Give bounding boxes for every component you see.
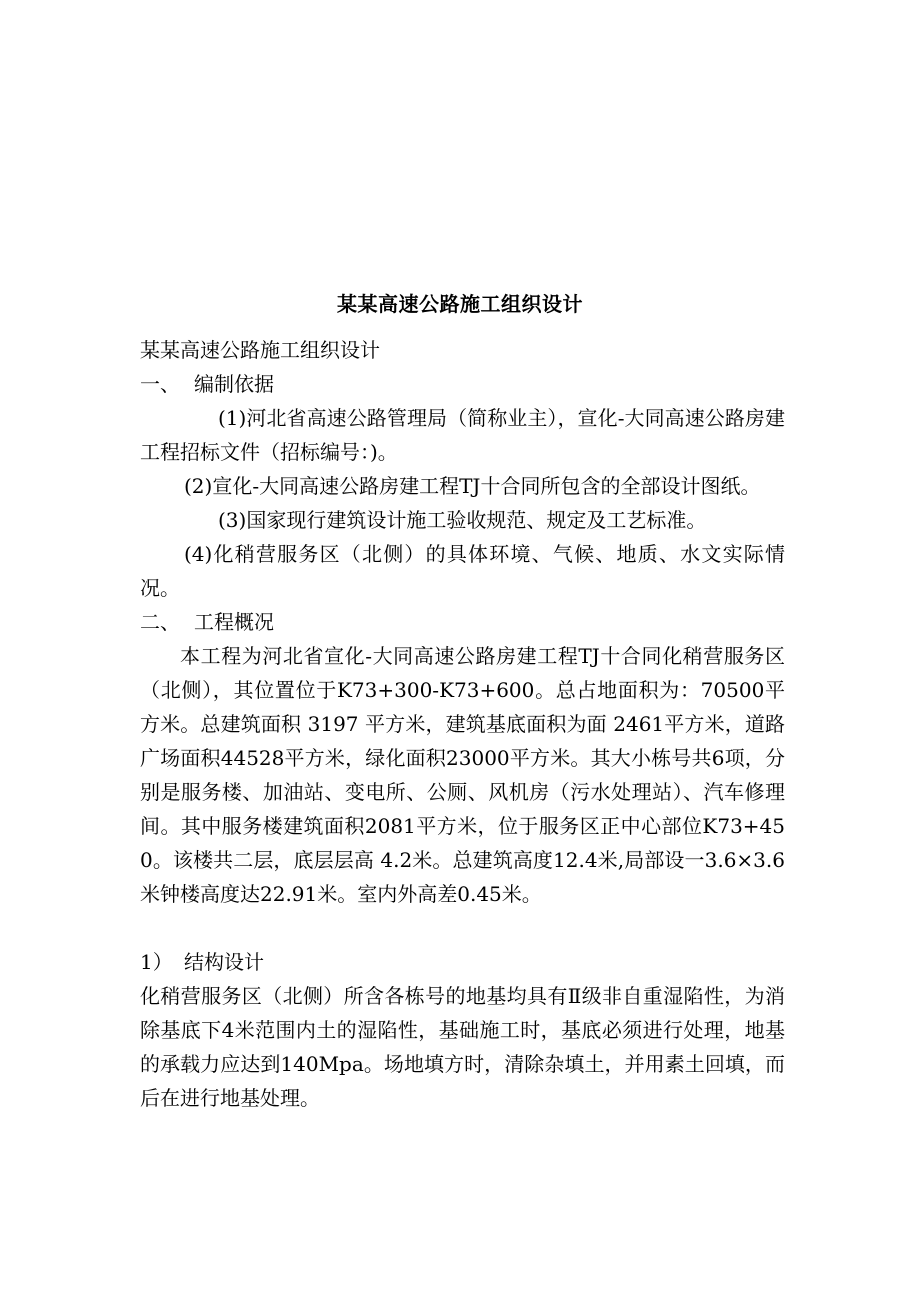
basis-item-1: (1)河北省高速公路管理局（简称业主），宣化-大同高速公路房建工程招标文件（招标编号：)。 — [140, 406, 785, 464]
section-number: 二、 — [140, 610, 180, 634]
section-heading-text: 编制依据 — [194, 372, 274, 396]
subsection-heading-text: 结构设计 — [184, 950, 264, 974]
section-heading-basis — [140, 367, 785, 401]
document-title: 某某高速公路施工组织设计 — [337, 292, 583, 316]
structure-paragraph: 化稍营服务区（北侧）所含各栋号的地基均具有Ⅱ级非自重湿陷性，为消除基底下4米范围内土的湿陷性，基础施工时，基底必须进行处理，地基的承载力应达到140Mpa。场地填方时，清除杂填土，并用素土回填，而后在进行地基处理。 — [140, 984, 785, 1110]
basis-item-4: (4)化稍营服务区（北侧）的具体环境、气候、地质、水文实际情况。 — [140, 542, 785, 600]
document-subtitle: 某某高速公路施工组织设计 — [140, 338, 380, 362]
section-heading-overview — [140, 605, 785, 639]
basis-item-2: (2)宣化-大同高速公路房建工程TJ十合同所包含的全部设计图纸。 — [184, 474, 761, 498]
subsection-heading-structure — [140, 945, 785, 979]
section-heading-text: 工程概况 — [194, 610, 274, 634]
overview-paragraph: 本工程为河北省宣化-大同高速公路房建工程TJ十合同化稍营服务区（北侧），其位置位于K73+300-K73+600。总占地面积为：70500平方米。总建筑面积 3197 平方米，建筑基底面积为面 2461平方米，道路广场面积44528平方米，绿化面积23000平方米。其大小栋号共6项，分别是服务楼、加油站、变电所、公厕、风机房（污水处理站）、汽车修理间。其中服务楼建筑面积2081平方米，位于服务区正中心部位K73+450。该楼共二层，底层层高 4.2米。总建筑高度12.4米,局部设一3.6×3.6米钟楼高度达22.91米。室内外高差0.45米。 — [140, 644, 785, 906]
paragraph-spacer — [140, 911, 785, 945]
document-body — [140, 333, 785, 1115]
section-number: 一、 — [140, 372, 180, 396]
subsection-number: 1） — [140, 950, 173, 974]
basis-item-3: (3)国家现行建筑设计施工验收规范、规定及工艺标准。 — [218, 508, 707, 532]
